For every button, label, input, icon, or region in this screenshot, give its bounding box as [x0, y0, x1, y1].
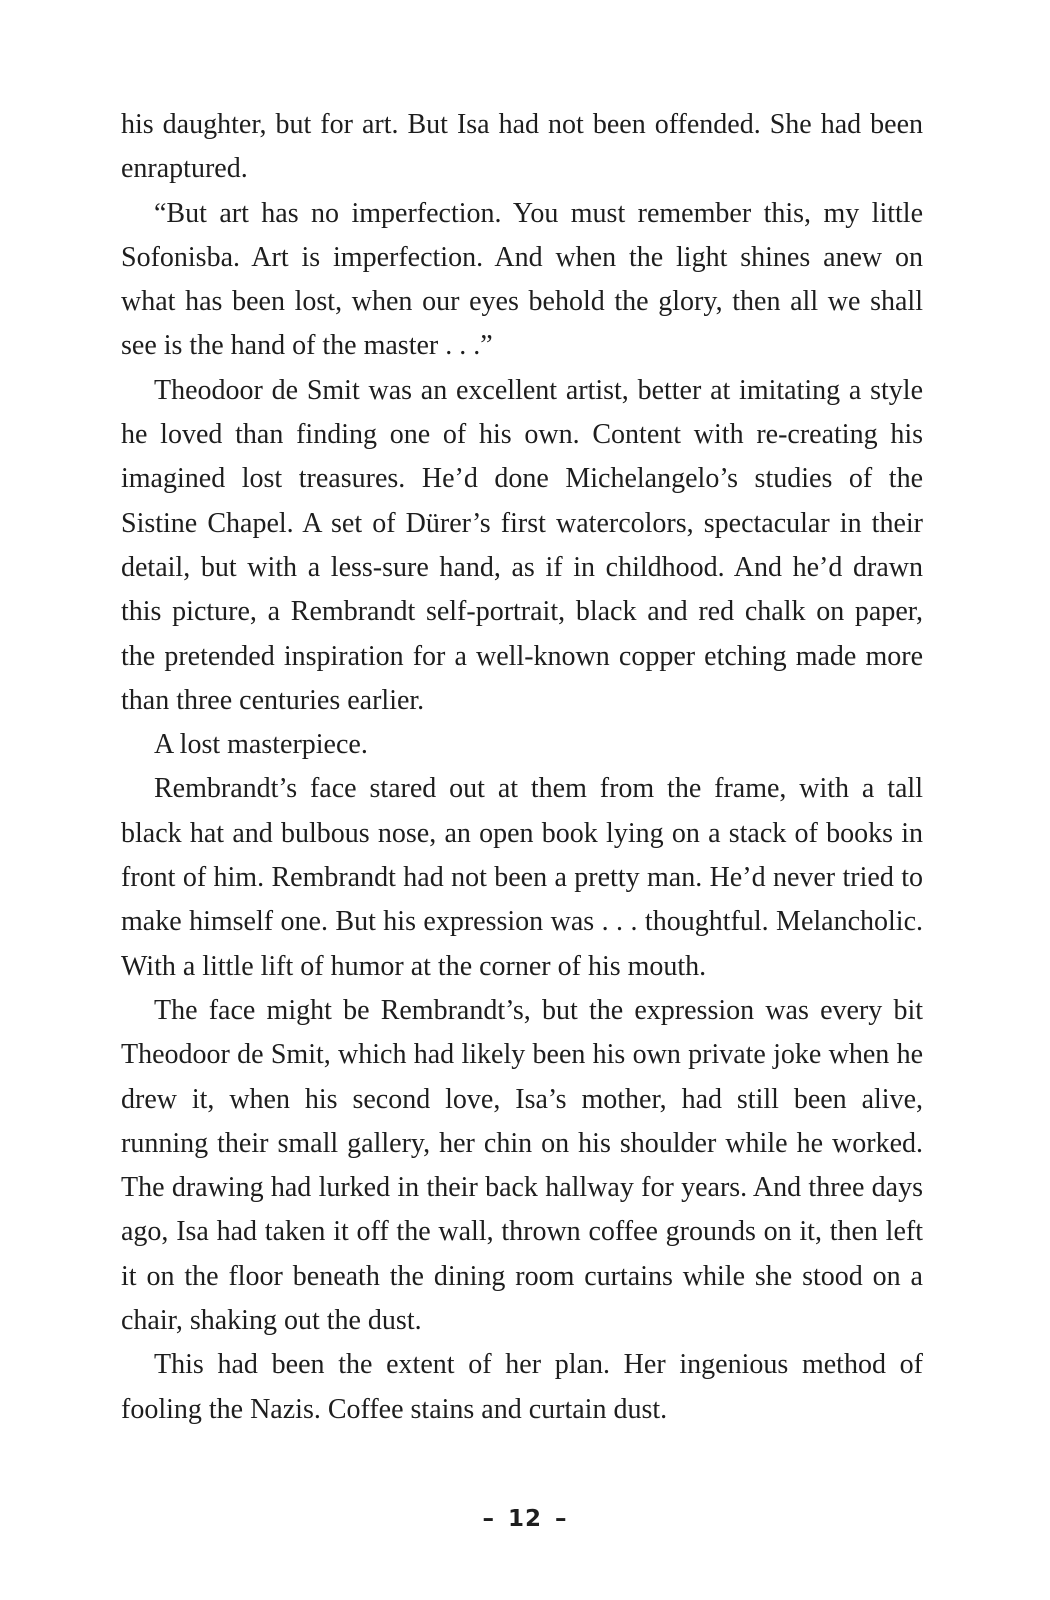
- paragraph-lost-masterpiece: A lost masterpiece.: [154, 729, 368, 761]
- paragraph-expression: The face might be Rembrandt’s, but the expression was every bit Theodoor de Smit, which had likely been his own private joke when he drew it, when his second love, Isa’s mother, had still been alive, running their small gallery, her chin on his shoulder while he worked. The drawing had lurked in their back hallway for years. And three days ago, Isa had taken it off the wall, thrown coffee grounds on it, then left it on the floor beneath the dining room curtains while she stood on a chair, shaking out the dust.: [121, 994, 923, 1337]
- paragraph-rembrandt-face: Rembrandt’s face stared out at them from the frame, with a tall black hat and bulbous nose, an open book lying on a stack of books in front of him. Rembrandt had not been a pretty man. He’d never tried to make himself one. But his expression was . . . thoughtful. Melancholic. With a little lift of humor at the corner of his mouth.: [121, 773, 923, 982]
- paragraph-theodoor: Theodoor de Smit was an excellent artist, better at imitating a style he loved than finding one of his own. Content with re-creating his imagined lost treasures. He’d done Michelangelo’s studies of the Sistine Chapel. A set of Dürer’s first watercolors, spectacular in their detail, but with a less-sure hand, as if in childhood. And he’d drawn this picture, a Rembrandt self-portrait, black and red chalk on paper, the pretended inspiration for a well-known copper etching made more than three centuries earlier.: [121, 374, 923, 716]
- folio-dash-right: –: [555, 1506, 568, 1532]
- body-text: [121, 103, 923, 1432]
- folio-dash-left: –: [482, 1506, 495, 1532]
- paragraph-quote: “But art has no imperfection. You must remember this, my little Sofonisba. Art is imperfection. And when the light shines anew on what has been lost, when our eyes behold the glory, then all we shall see is the hand of the master . . .”: [121, 197, 923, 362]
- paragraph-continued: his daughter, but for art. But Isa had not been offended. She had been enraptured.: [121, 109, 923, 185]
- page-number: [0, 1506, 1050, 1532]
- paragraph-plan: This had been the extent of her plan. Her ingenious method of fooling the Nazis. Coffee stains and curtain dust.: [121, 1349, 923, 1425]
- folio-number: 12: [507, 1506, 542, 1532]
